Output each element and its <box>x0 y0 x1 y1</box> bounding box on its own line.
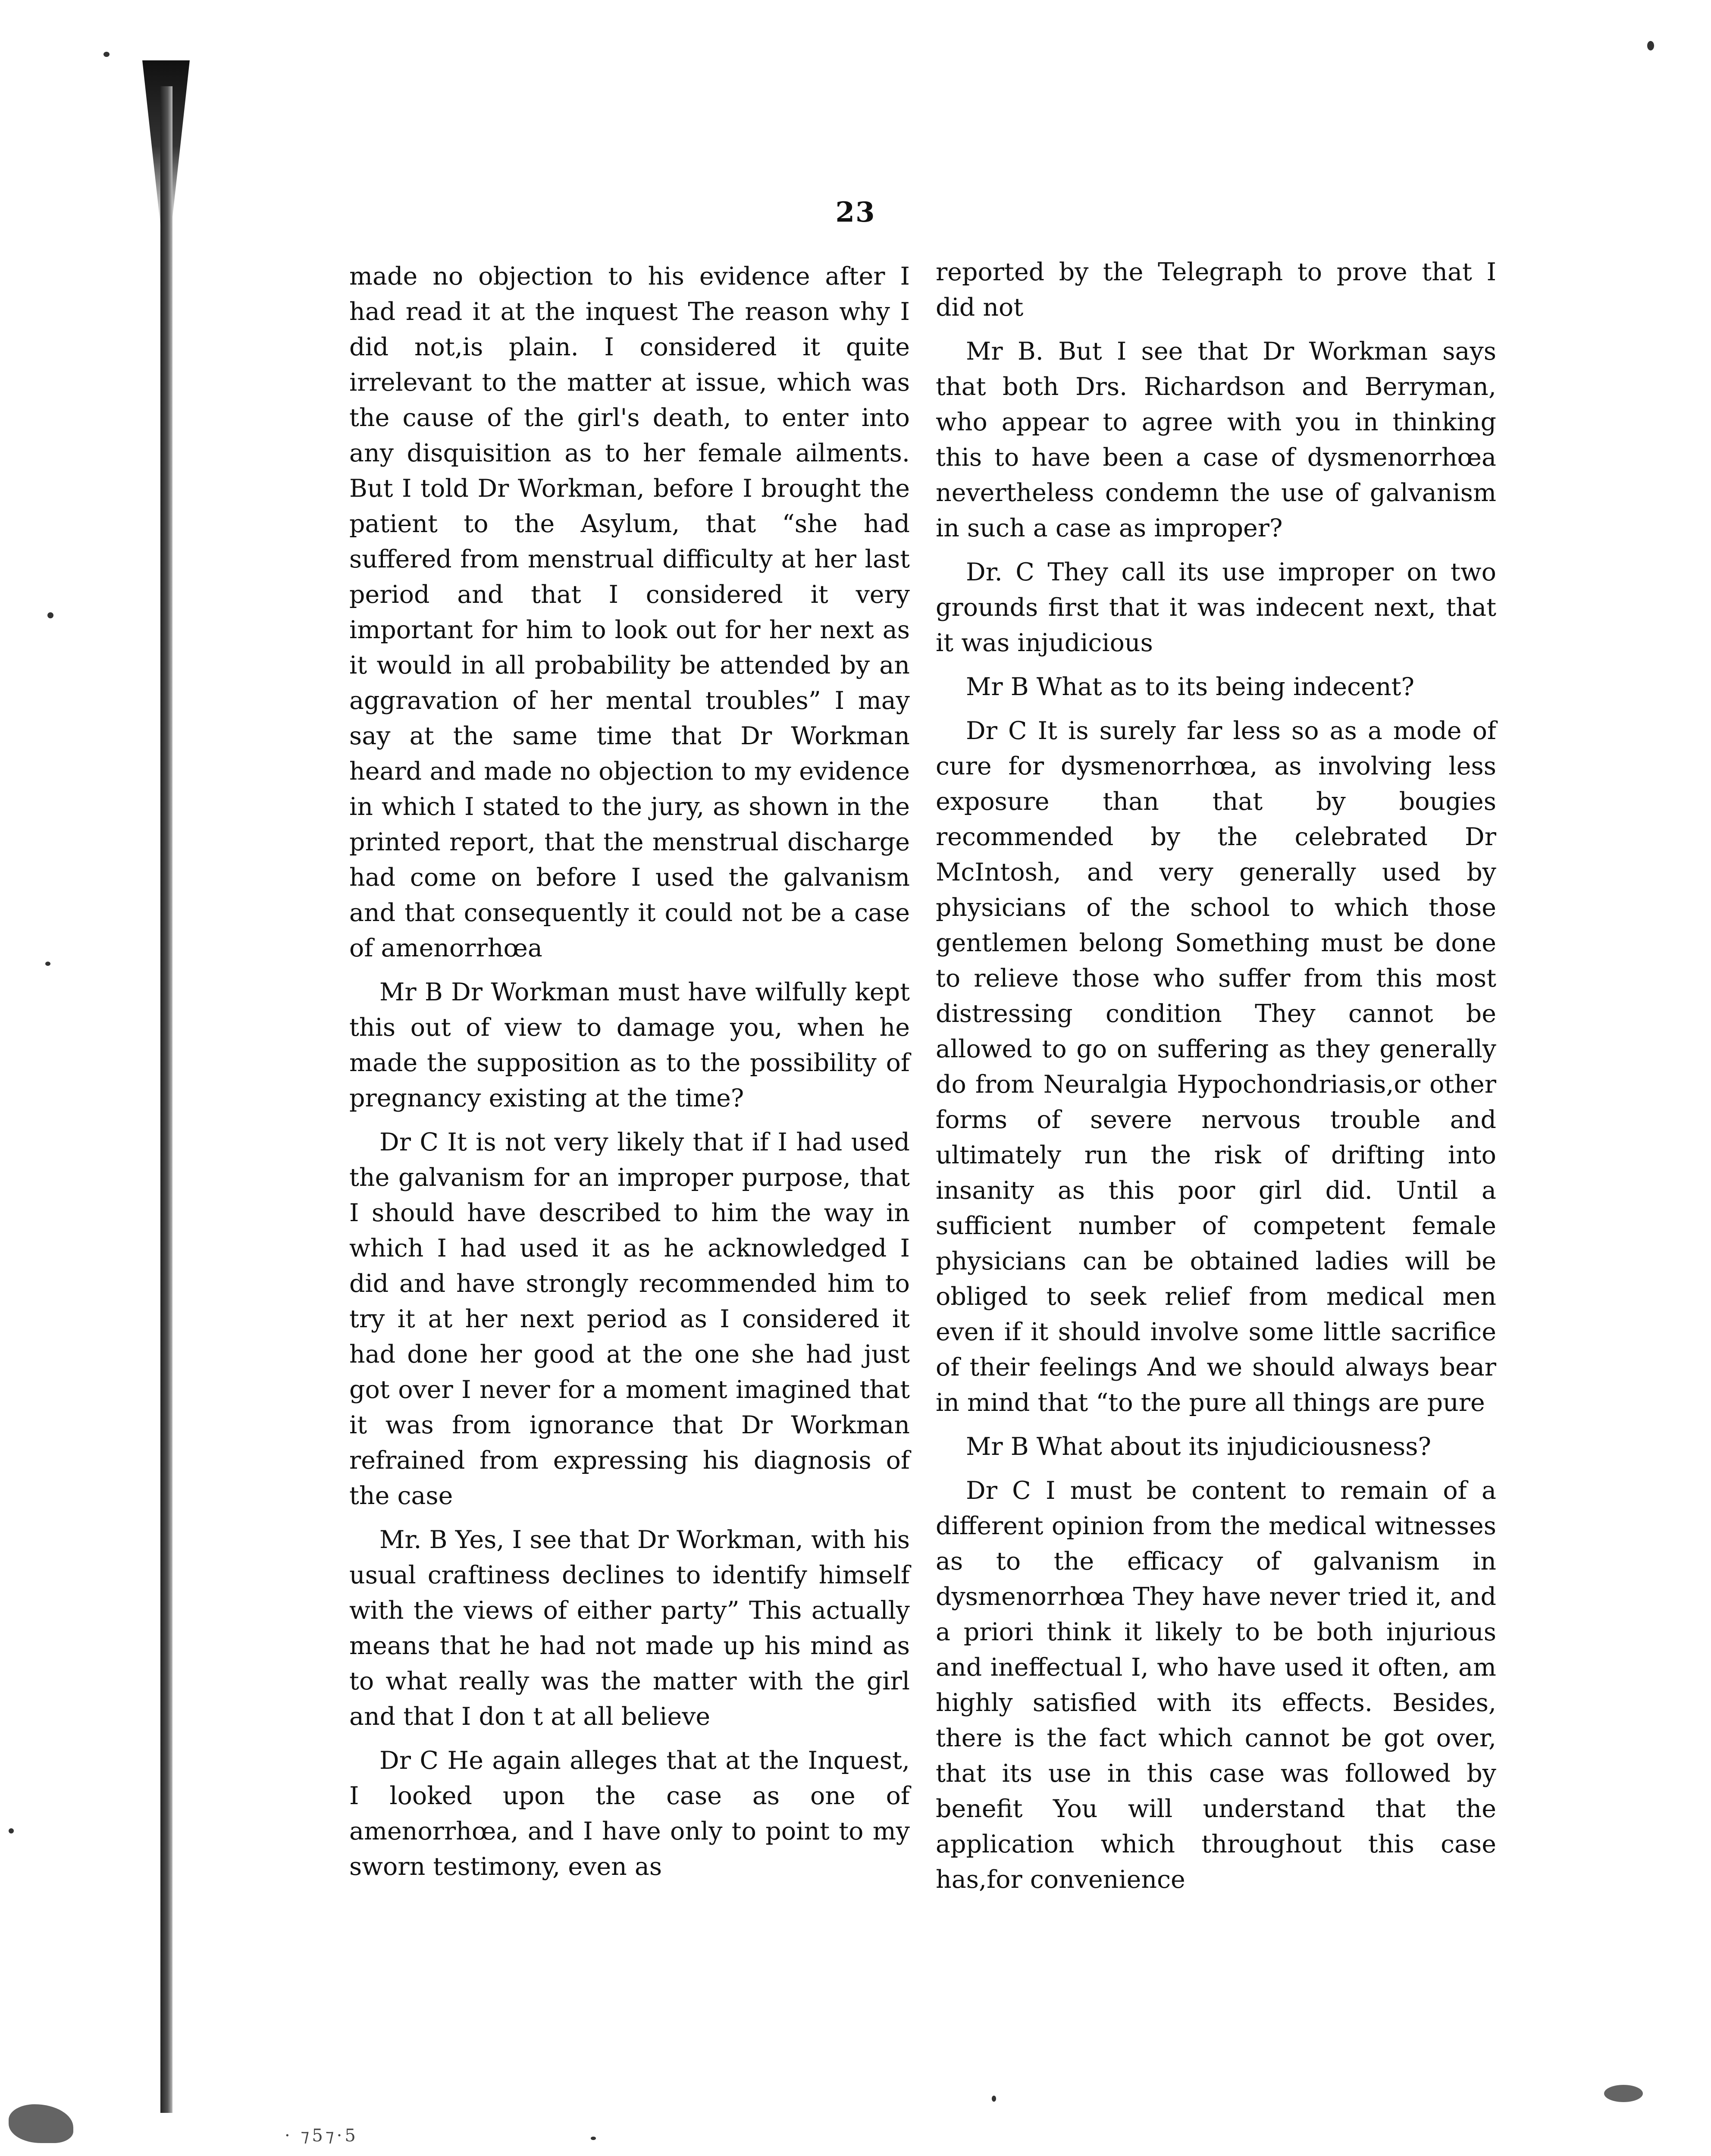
right-column <box>936 254 1496 1906</box>
paragraph: Mr. B Yes, I see that Dr Workman, with his usual craftiness declines to identify himself with the views of either party” This actually means that he had not made up his mind as to what really was the matter with the girl and that I don t at all believe <box>349 1526 910 1731</box>
paragraph: made no objection to his evidence after I had read it at the inquest The reason why I did not,is plain. I considered it quite irrelevant to the matter at issue, which was the cause of the girl's death, to enter into any disquisition as to her female ailments. But I told Dr Workman, before I brought the patient to the Asylum, that “she had suffered from menstrual difficulty at her last period and that I considered it very important for him to look out for her next as it would in all probability be attended by an aggravation of her mental troubles” I may say at the same time that Dr Workman heard and made no objection to my evidence in which I stated to the jury, as shown in the printed report, that the menstrual discharge had come on before I used the galvanism and that consequently it could not be a case of amenorrhœa <box>349 262 910 962</box>
scan-blot-bottom-left <box>9 2104 73 2143</box>
scan-speck <box>1647 41 1654 50</box>
binding-edge <box>160 86 172 2113</box>
paragraph: Mr B. But I see that Dr Workman says that both Drs. Richardson and Berryman, who appear to agree with you in thinking this to have been a case of dysmenorrhœa nevertheless condemn the use of galvanism in such a case as improper? <box>936 337 1496 542</box>
scan-speck <box>9 1828 14 1833</box>
paragraph: Mr B What about its injudiciousness? <box>966 1432 1432 1461</box>
scan-speck <box>591 2137 596 2140</box>
scan-speck <box>992 2096 996 2102</box>
scan-speck <box>103 52 110 57</box>
library-stamp: · ⁊5⁊·5 <box>285 2126 358 2146</box>
paragraph: Dr C I must be content to remain of a different opinion from the medical witnesses as to the efficacy of galvanism in dysmenorrhœa They have never tried it, and a priori think it likely to be both injurious and ineffectual I, who have used it often, am highly satisfied with its effects. Besides, there is the fact which cannot be got over, that its use in this case was followed by benefit You will understand that the application which throughout this case has,for convenience <box>936 1476 1496 1894</box>
scan-speck <box>47 612 53 618</box>
paragraph: Dr C He again alleges that at the Inquest, I looked upon the case as one of amenorrhœa, and I have only to point to my sworn testimony, even as <box>349 1746 910 1881</box>
left-column <box>349 259 910 1893</box>
scan-blot-bottom-right <box>1604 2085 1643 2102</box>
paragraph: Dr C It is not very likely that if I had used the galvanism for an improper purpose, that I should have described to him the way in which I had used it as he acknowledged I did and have strongly recommended him to try it at her next period as I considered it had done her good at the one she had just got over I never for a moment imagined that it was from ignorance that Dr Workman refrained from expressing his diagnosis of the case <box>349 1128 910 1510</box>
paragraph: Mr B What as to its being indecent? <box>966 673 1414 701</box>
paragraph: Dr C It is surely far less so as a mode of cure for dysmenorrhœa, as involving less exposure than that by bougies recommended by the celebrated Dr McIntosh, and very generally used by physicians of the school to which those gentlemen belong Something must be done to relieve those who suffer from this most distressing condition They cannot be allowed to go on suffering as they generally do from Neuralgia Hypochondriasis,or other forms of severe nervous trouble and ultimately run the risk of drifting into insanity as this poor girl did. Until a sufficient number of competent female physicians can be obtained ladies will be obliged to seek relief from medical men even if it should involve some little sacrifice of their feelings And we should always bear in mind that “to the pure all things are pure <box>936 717 1496 1417</box>
page-number: 23 <box>835 196 876 229</box>
scan-speck <box>45 962 50 966</box>
paragraph: reported by the Telegraph to prove that I did not <box>936 258 1496 322</box>
paragraph: Mr B Dr Workman must have wilfully kept this out of view to damage you, when he made the supposition as to the possibility of pregnancy existing at the time? <box>349 978 910 1112</box>
paragraph: Dr. C They call its use improper on two grounds first that it was indecent next, that it was injudicious <box>936 558 1496 657</box>
